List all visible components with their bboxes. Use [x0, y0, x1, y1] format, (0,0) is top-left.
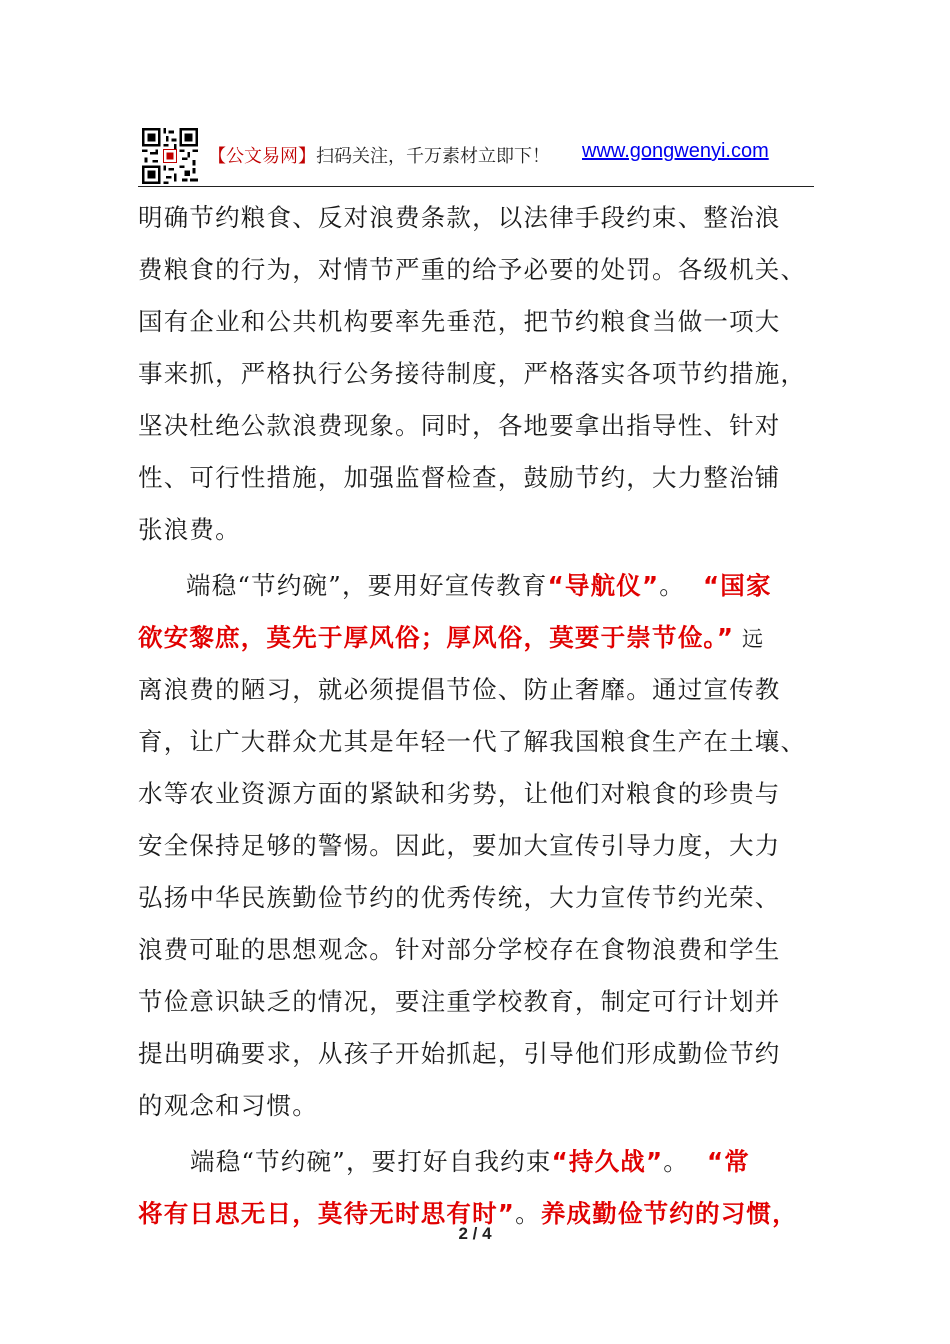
text-line: 费粮食的行为，对情节严重的给予必要的处罚。各级机关、	[138, 255, 807, 284]
text-line: 弘扬中华民族勤俭节约的优秀传统，大力宣传节约光荣、	[138, 883, 781, 912]
text-line: 的观念和习惯。	[138, 1091, 318, 1120]
brand-name: 【公文易网】	[208, 146, 316, 167]
paragraph-lead: 端稳“节约碗”，要用好宣传教育	[186, 571, 548, 600]
highlight-sentence: 养成勤俭节约的习惯，	[540, 1199, 798, 1228]
qr-code-icon[interactable]	[142, 128, 198, 184]
text-line: 坚决杜绝公款浪费现象。同时，各地要拿出指导性、针对	[138, 411, 781, 440]
text-line: 明确节约粮食、反对浪费条款，以法律手段约束、整治浪	[138, 203, 781, 232]
punctuation: 。	[663, 1147, 689, 1176]
text-line: 性、可行性措施，加强监督检查，鼓励节约，大力整治铺	[138, 463, 781, 492]
text-fragment: 远	[734, 627, 765, 651]
quote-start: “国家	[702, 571, 772, 600]
text-line	[138, 560, 814, 612]
website-link[interactable]: www.gongwenyi.com	[582, 140, 769, 162]
highlight-phrase: “持久战”	[551, 1147, 664, 1176]
text-line: 浪费可耻的思想观念。针对部分学校存在食物浪费和学生	[138, 935, 781, 964]
text-line	[138, 612, 814, 664]
text-line: 育，让广大群众尤其是年轻一代了解我国粮食生产在土壤、	[138, 727, 807, 756]
text-line: 水等农业资源方面的紧缺和劣势，让他们对粮食的珍贵与	[138, 779, 781, 808]
page-header	[138, 124, 814, 187]
page-number: 2 / 4	[458, 1224, 492, 1243]
highlight-phrase: “导航仪”	[547, 571, 660, 600]
punctuation: 。	[515, 1199, 541, 1228]
text-line: 张浪费。	[138, 515, 241, 544]
text-line: 安全保持足够的警惕。因此，要加大宣传引导力度，大力	[138, 831, 781, 860]
text-line: 节俭意识缺乏的情况，要注重学校教育，制定可行计划并	[138, 987, 781, 1016]
text-line: 提出明确要求，从孩子开始抓起，引导他们形成勤俭节约	[138, 1039, 781, 1068]
quote-start: “常	[706, 1147, 750, 1176]
paragraph-lead: 端稳“节约碗”，要打好自我约束	[190, 1147, 552, 1176]
header-slogan: 扫码关注，千万素材立即下！	[316, 146, 550, 167]
text-line: 离浪费的陋习，就必须提倡节俭、防止奢靡。通过宣传教	[138, 675, 781, 704]
text-line: 国有企业和公共机构要率先垂范，把节约粮食当做一项大	[138, 307, 781, 336]
text-line: 事来抓，严格执行公务接待制度，严格落实各项节约措施，	[138, 359, 807, 388]
document-body	[138, 192, 814, 1240]
highlight-quote: 欲安黎庶，莫先于厚风俗；厚风俗，莫要于崇节俭。”	[138, 623, 735, 652]
punctuation: 。	[659, 571, 685, 600]
highlight-quote: 将有日思无日，莫待无时思有时”	[138, 1199, 516, 1228]
text-line	[138, 1136, 814, 1188]
